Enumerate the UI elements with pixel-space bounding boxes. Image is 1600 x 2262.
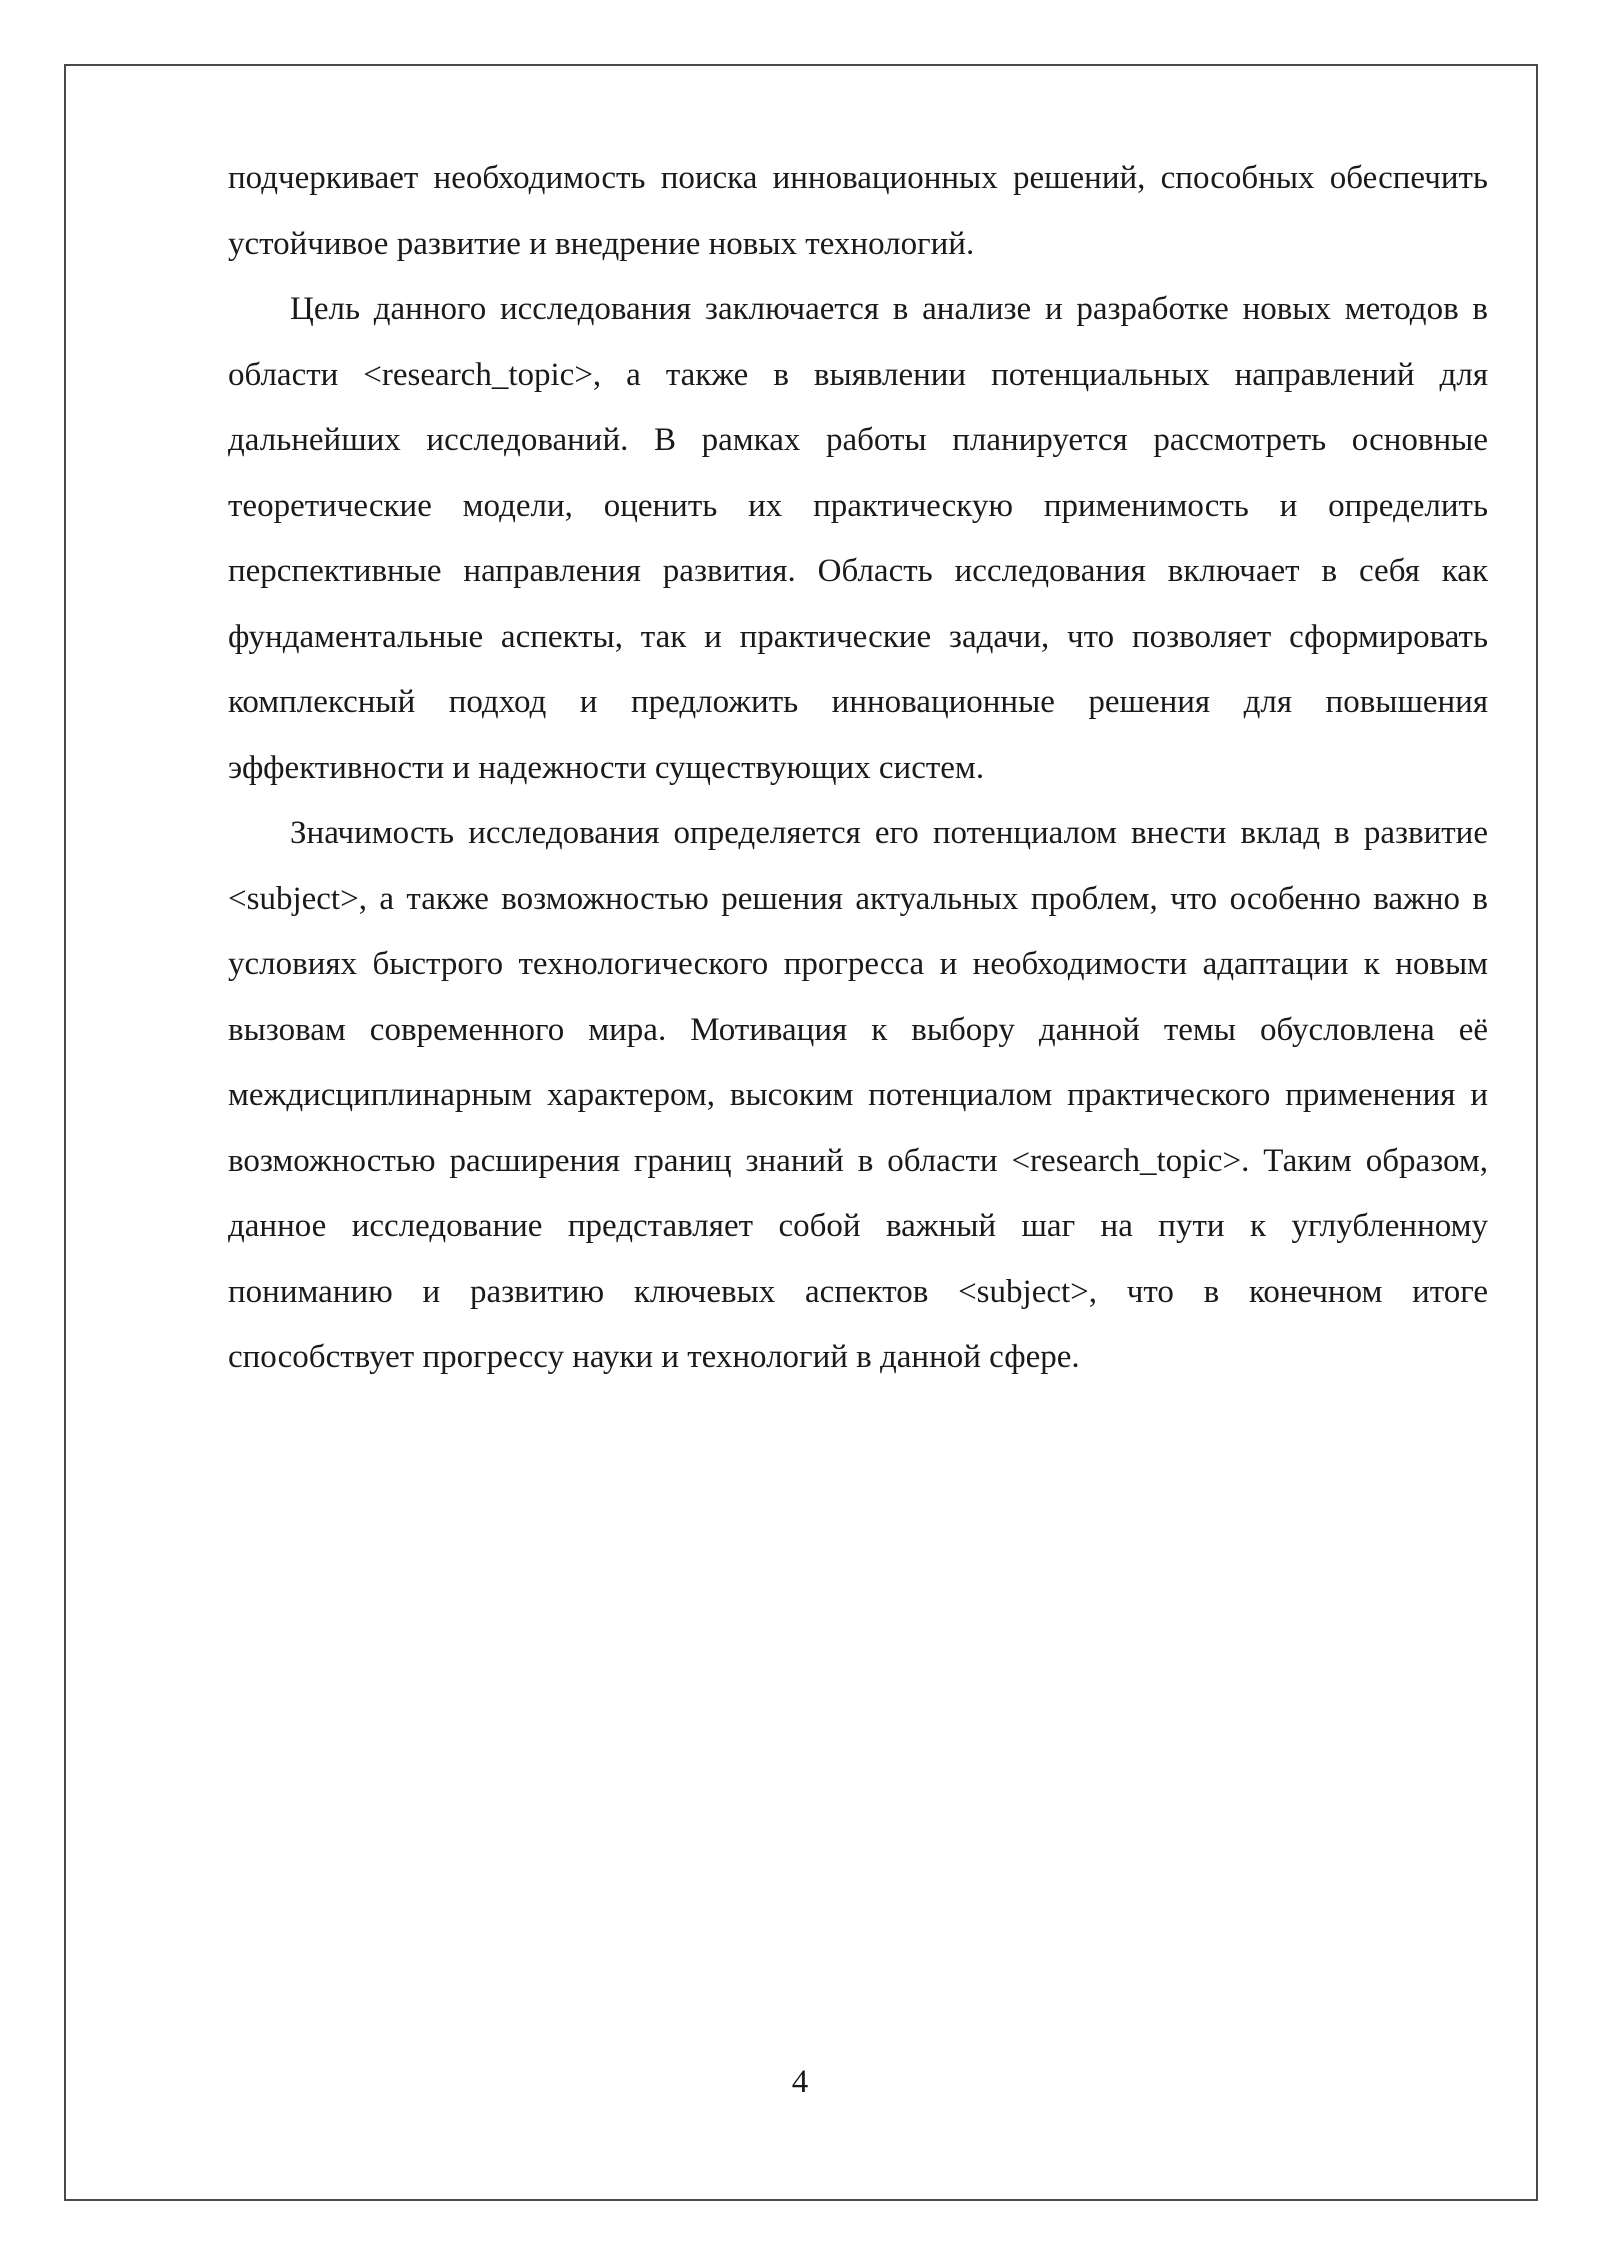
paragraph-significance: Значимость исследования определяется его потенциалом внести вклад в развитие <subject>, а также возможностью решения актуальных проблем, что особенно важно в условиях быстрого технологического прогресса и необходимости адаптации к новым вызовам современного мира. Мотивация к выбору данной темы обусловлена её междисциплинарным характером, высоким потенциалом практического применения и возможностью расширения границ знаний в области <research_topic>. Таким образом, данное исследование представляет собой важный шаг на пути к углубленному пониманию и развитию ключевых аспектов <subject>, что в конечном итоге способствует прогрессу науки и технологий в данной сфере. bbox=[228, 815, 1488, 1375]
document-body bbox=[228, 146, 1488, 1391]
paragraph-continuation: подчеркивает необходимость поиска инновационных решений, способных обеспечить устойчивое развитие и внедрение новых технологий. bbox=[228, 160, 1488, 262]
paragraph-research-goal: Цель данного исследования заключается в анализе и разработке новых методов в области <research_topic>, а также в выявлении потенциальных направлений для дальнейших исследований. В рамках работы планируется рассмотреть основные теоретические модели, оценить их практическую применимость и определить перспективные направления развития. Область исследования включает в себя как фундаментальные аспекты, так и практические задачи, что позволяет сформировать комплексный подход и предложить инновационные решения для повышения эффективности и надежности существующих систем. bbox=[228, 291, 1488, 786]
page-number: 4 bbox=[791, 2064, 809, 2100]
